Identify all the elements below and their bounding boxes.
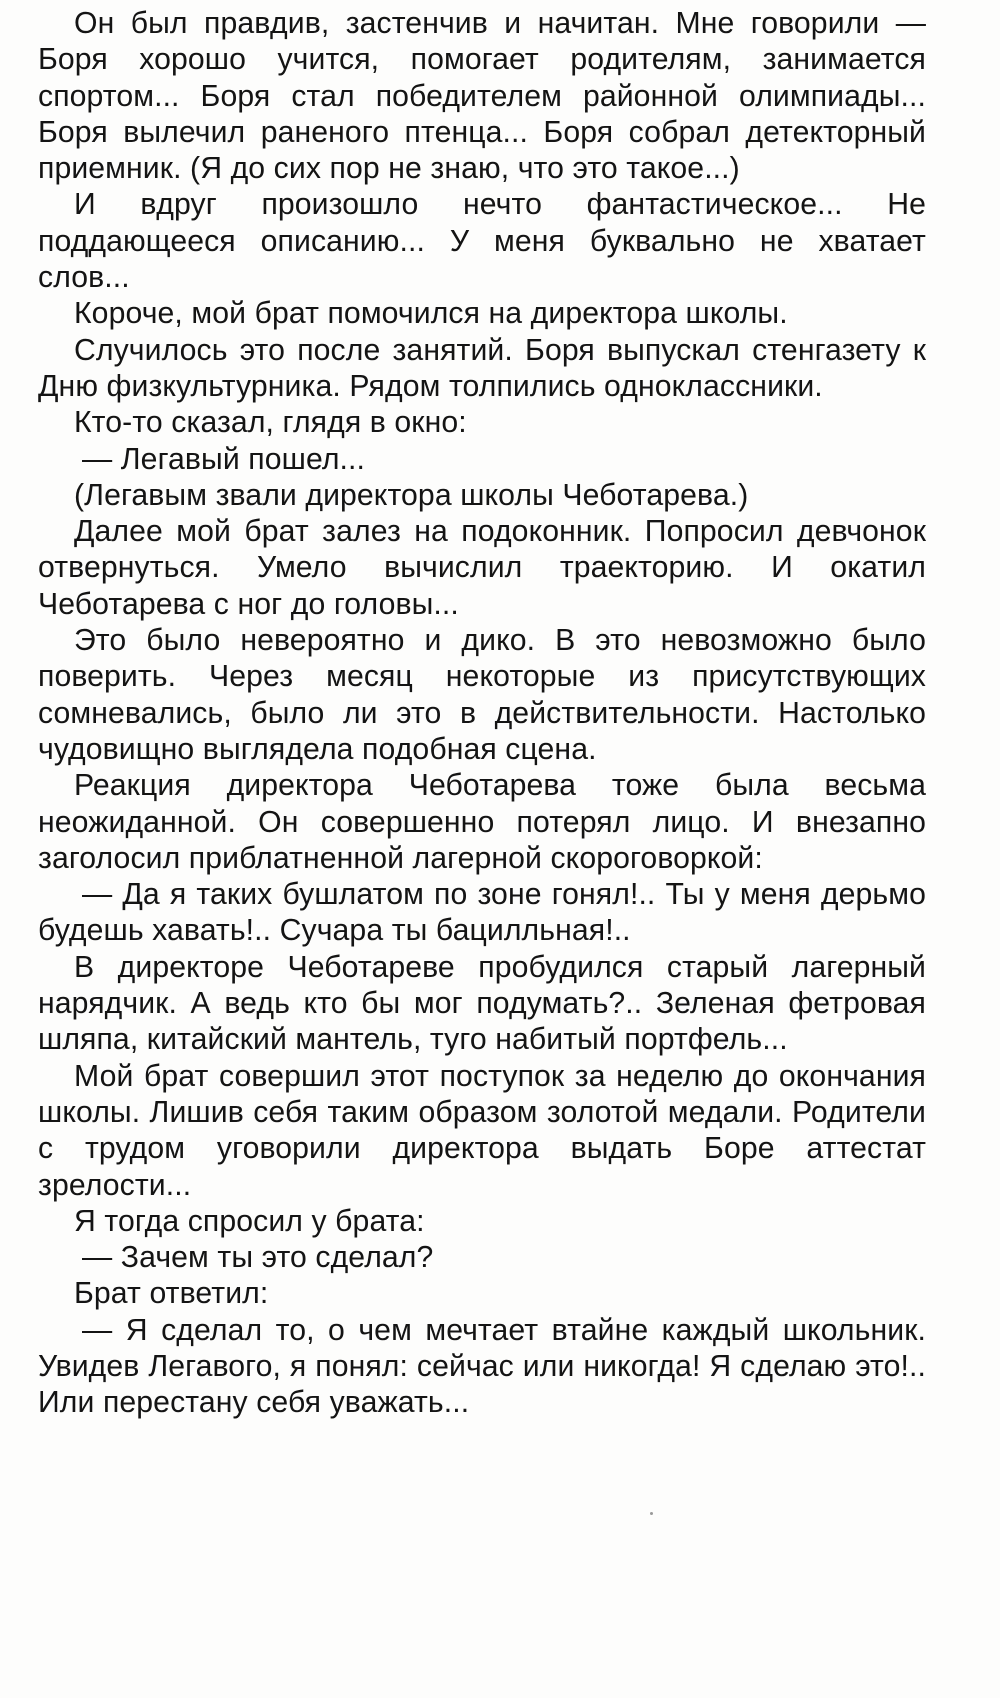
dialogue-why-did-you: — Зачем ты это сделал? [82,1241,434,1275]
text-column [38,6,926,1422]
dialogue-director-shouting: — Да я таких бушлатом по зоне гонял!.. Ты у меня дерьмо будешь хавать!.. Сучара ты бацилльная!.. [38,878,926,948]
paragraph-in-short: Короче, мой брат помочился на директора школы. [74,297,788,331]
paragraph-incredible: Это было невероятно и дико. В это невозможно было поверить. Через месяц некоторые из присутствующих сомневались, было ли это в действительности. Настолько чудовищно выглядела подобная сцена. [38,624,926,766]
paragraph-before-graduation: Мой брат совершил этот поступок за неделю до окончания школы. Лишив себя таким образом золотой медали. Родители с трудом уговорили директора выдать Боре аттестат зрелости... [38,1059,926,1202]
dialogue-legavy-walking: — Легавый пошел... [82,442,366,476]
paragraph-borya-description: Он был правдив, застенчив и начитан. Мне говорили — Боря хорошо учится, помогает родителям, занимается спортом... Боря стал победителем районной олимпиады... Боря вылечил раненого птенца... Боря собрал детекторный приемник. (Я до сих пор не знаю, что это такое...) [38,7,926,186]
paragraph-after-classes: Случилось это после занятий. Боря выпускал стенгазету к Дню физкультурника. Рядом толпились одноклассники. [38,333,926,403]
paragraph-something-fantastic: И вдруг произошло нечто фантастическое... Не поддающееся описанию... У меня буквально не хватает слов... [38,188,926,295]
dialogue-brother-answer: — Я сделал то, о чем мечтает втайне каждый школьник. Увидев Легавого, я понял: сейчас или никогда! Я сделаю это!.. Или перестану себя уважать... [38,1313,926,1420]
paragraph-brother-answered: Брат ответил: [74,1277,269,1311]
paragraph-director-reaction: Реакция директора Чеботарева тоже была весьма неожиданной. Он совершенно потерял лицо. И внезапно заголосил приблатненной лагерной скороговоркой: [38,769,926,875]
paragraph-camp-foreman: В директоре Чеботареве пробудился старый лагерный нарядчик. А ведь кто бы мог подумать?.. Зеленая фетровая шляпа, китайский мантель, туго набитый портфель... [38,950,926,1057]
scan-speck [650,1512,653,1515]
paragraph-someone-said: Кто-то сказал, глядя в окно: [74,406,467,440]
paragraph-asked-brother: Я тогда спросил у брата: [74,1204,425,1238]
paragraph-windowsill: Далее мой брат залез на подоконник. Попросил девчонок отвернуться. Умело вычислил траекторию. И окатил Чеботарева с ног до головы... [38,515,926,621]
paragraph-nickname-note: (Легавым звали директора школы Чеботарева.) [74,478,749,512]
